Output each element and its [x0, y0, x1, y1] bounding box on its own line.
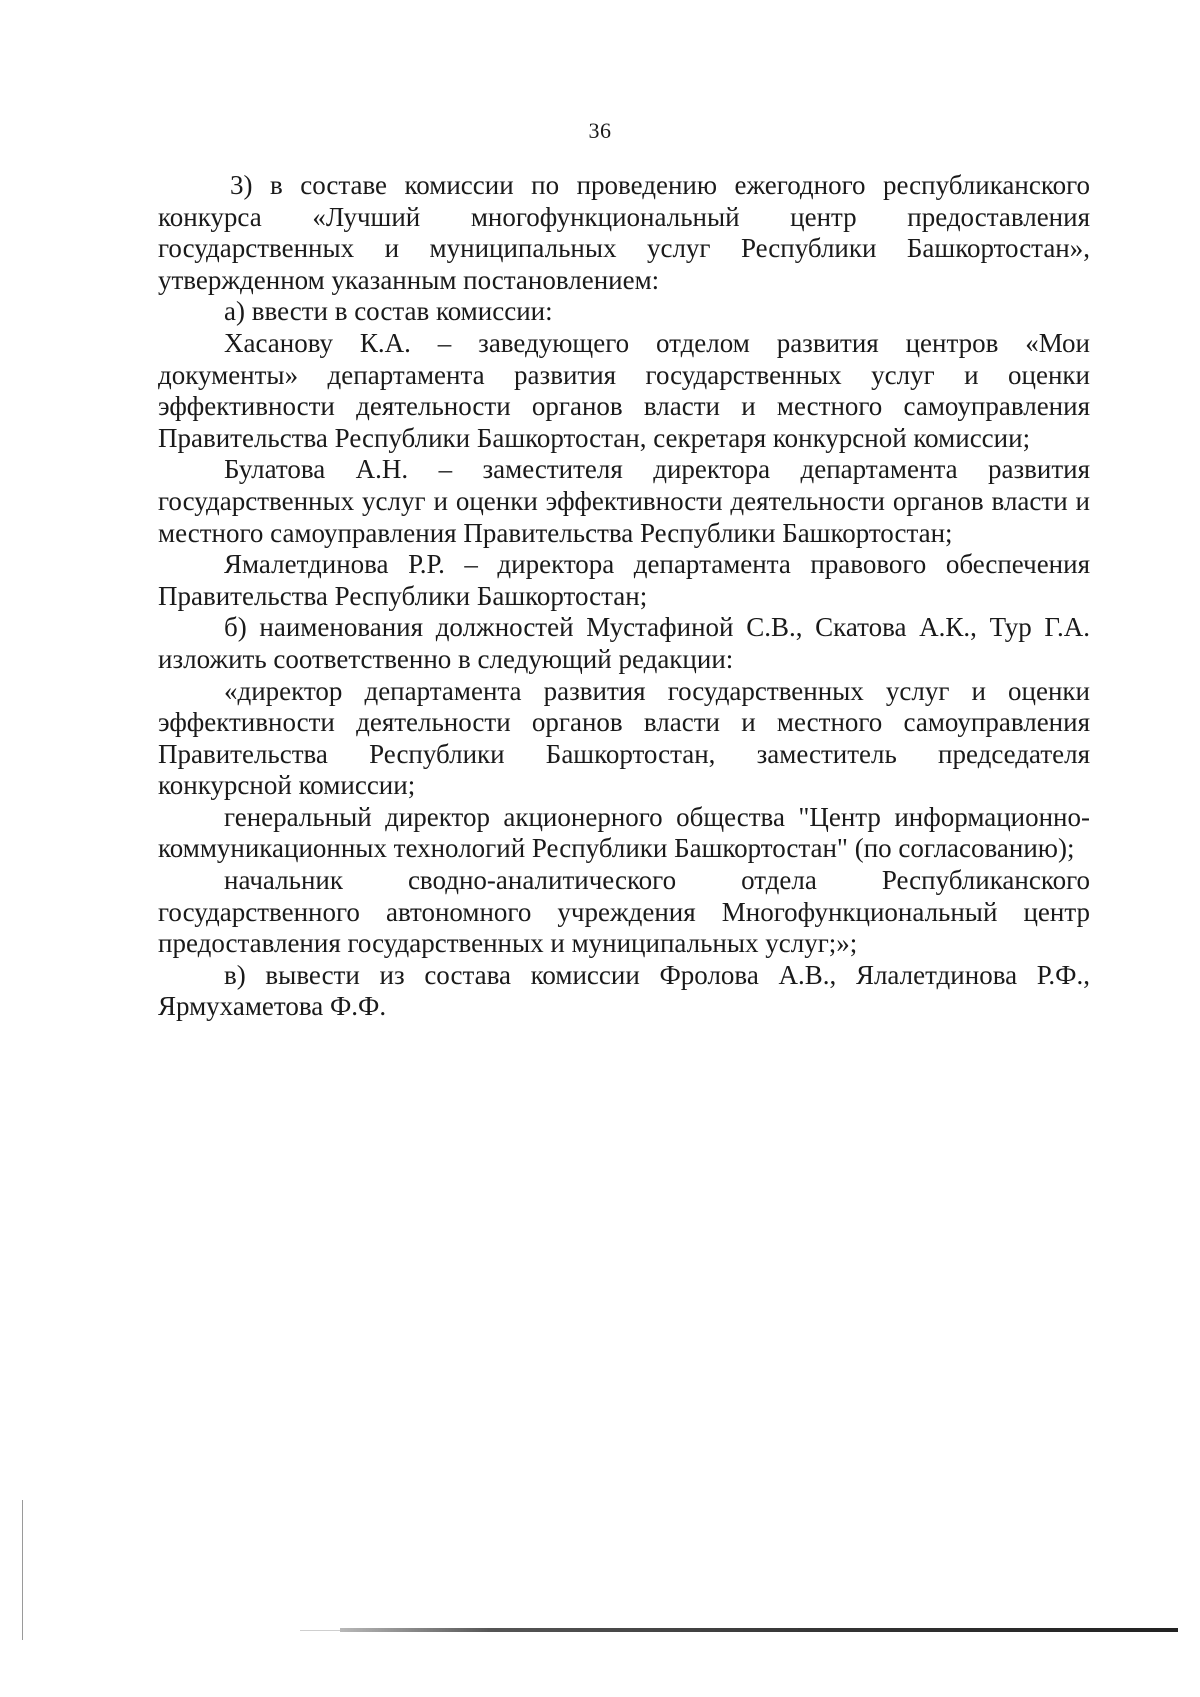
paragraph-subitem-a: а) ввести в состав комиссии:: [224, 296, 553, 327]
paragraph-position-head-of-department: начальник сводно-аналитического отдела Республиканского государственного автономного учреждения Многофункциональный центр предоставления государственных и муниципальных услуг;»;: [158, 865, 1090, 959]
paragraph-subitem-b: б) наименования должностей Мустафиной С.В., Скатова А.К., Тур Г.А. изложить соответственно в следующий редакции:: [158, 612, 1090, 674]
paragraph-position-director: «директор департамента развития государственных услуг и оценки эффективности деятельности органов власти и местного самоуправления Правительства Республики Башкортостан, заместитель председателя конкурсной комиссии;: [158, 675, 1090, 801]
paragraph-member-khasanova: Хасанову К.А. – заведующего отделом развития центров «Мои документы» департамента развития государственных услуг и оценки эффективности деятельности органов власти и местного самоуправления Правительства Республики Башкортостан, секретаря конкурсной комиссии;: [158, 327, 1090, 453]
paragraph-item-3: 3) в составе комиссии по проведению ежегодного республиканского конкурса «Лучший многофункциональный центр предоставления государственных и муниципальных услуг Республики Башкортостан», утвержденном указанным постановлением:: [158, 170, 1090, 295]
paragraph-member-bulatov: Булатова А.Н. – заместителя директора департамента развития государственных услуг и оценки эффективности деятельности органов власти и местного самоуправления Правительства Республики Башкортостан;: [158, 454, 1090, 548]
paragraph-subitem-v: в) вывести из состава комиссии Фролова А.В., Ялалетдинова Р.Ф., Ярмухаметова Ф.Ф.: [158, 959, 1090, 1022]
paragraph-position-general-director: генеральный директор акционерного общества "Центр информационно-коммуникационных технологий Республики Башкортостан" (по согласованию);: [158, 801, 1090, 864]
document-body: [158, 170, 1090, 1023]
scan-bottom-edge: [340, 1628, 1178, 1632]
paragraph-member-yamaletdinov: Ямалетдинова Р.Р. – директора департамента правового обеспечения Правительства Республики Башкортостан;: [158, 549, 1090, 611]
page-number: 36: [588, 118, 612, 143]
scan-margin-line: [22, 1500, 23, 1640]
